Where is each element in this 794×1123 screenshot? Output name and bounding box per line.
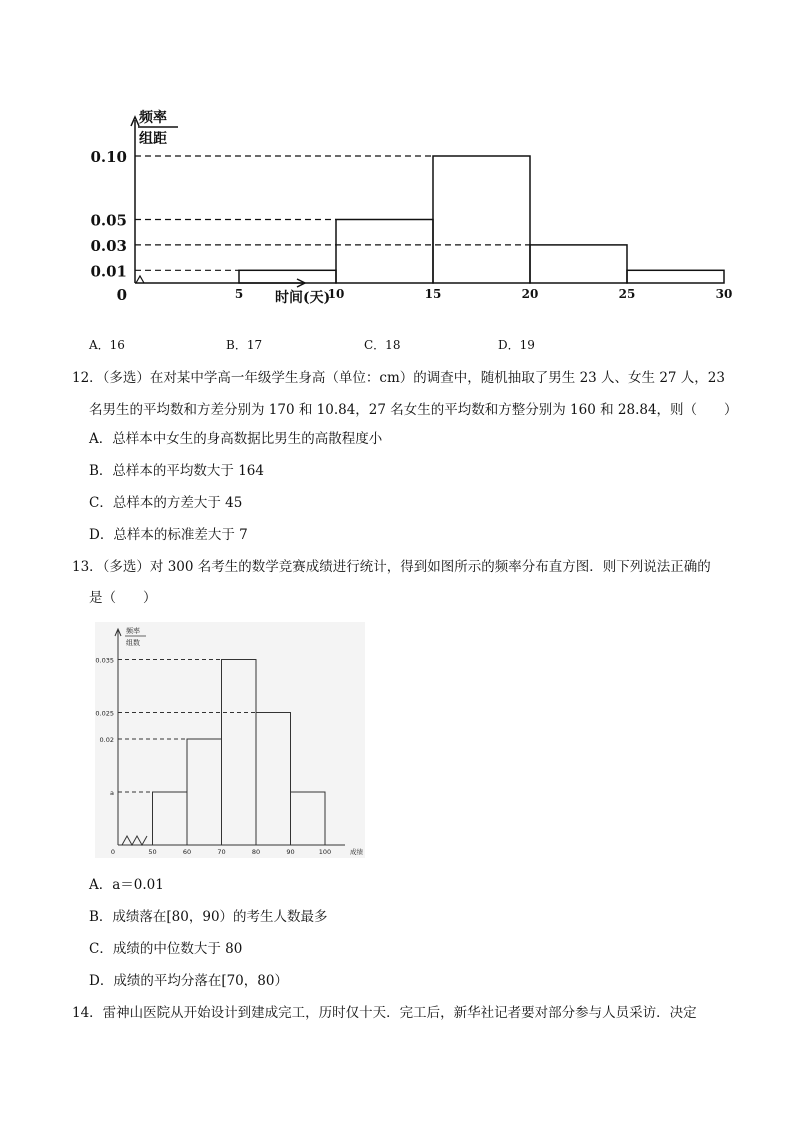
q13-stem-line1: 13．（多选）对 300 名考生的数学竞赛成绩进行统计，得到如图所示的频率分布直方图．则下列说法正确的 (72, 559, 711, 575)
y-tick-label: 0.03 (90, 236, 127, 255)
q13-option-b[interactable]: B．成绩落在[80，90）的考生人数最多 (89, 909, 328, 925)
x-tick-label: 100 (318, 848, 332, 856)
x-tick-label: 20 (521, 287, 539, 301)
q11-option-b[interactable]: B．17 (226, 338, 263, 352)
q12-option-d[interactable]: D．总样本的标准差大于 7 (89, 527, 248, 543)
origin-label: 0 (116, 286, 127, 304)
x-tick-label: 50 (148, 848, 157, 856)
x-axis-label: 成绩 (350, 848, 363, 856)
q12-stem-line1: 12．（多选）在对某中学高一年级学生身高（单位：cm）的调查中，随机抽取了男生 23 人、女生 27 人，23 (72, 370, 725, 386)
y-tick-label: 0.02 (99, 736, 114, 744)
x-tick-label: 5 (234, 287, 244, 301)
q11-option-c[interactable]: C．18 (364, 338, 401, 352)
x-tick-label: 90 (286, 848, 295, 856)
q12-option-b[interactable]: B．总样本的平均数大于 164 (89, 463, 264, 479)
x-axis-label: 时间(天) (275, 290, 331, 306)
x-tick-label: 60 (182, 848, 192, 856)
origin-label: 0 (110, 848, 116, 856)
x-tick-label: 25 (618, 287, 636, 301)
y-tick-label: a (110, 789, 114, 797)
q12-option-c[interactable]: C．总样本的方差大于 45 (89, 495, 243, 511)
x-tick-label: 15 (424, 287, 442, 301)
q14-stem-line1: 14．雷神山医院从开始设计到建成完工，历时仅十天．完工后，新华社记者要对部分参与人员采访．决定 (72, 1005, 697, 1021)
y-tick-label: 0.10 (90, 148, 127, 166)
y-tick-label: 0.035 (95, 656, 114, 665)
q11-option-d[interactable]: D．19 (498, 338, 535, 352)
y-tick-label: 0.05 (90, 211, 127, 230)
q12-stem-line2: 名男生的平均数和方差分别为 170 和 10.84，27 名女生的平均数和方整分别为 160 和 28.84，则（ ） (89, 402, 738, 418)
x-tick-label: 80 (251, 848, 261, 856)
q13-stem-line2: 是（ ） (89, 590, 157, 606)
y-tick-label: 0.01 (90, 262, 127, 281)
y-label-top: 频率 (139, 110, 167, 126)
q11-option-a[interactable]: A．16 (89, 338, 125, 352)
y-label-bottom: 组数 (126, 639, 140, 647)
y-label-top: 频率 (126, 627, 140, 635)
y-label-bottom: 组距 (139, 131, 167, 147)
q12-option-a[interactable]: A．总样本中女生的身高数据比男生的高散程度小 (89, 431, 383, 447)
x-tick-label: 30 (715, 287, 733, 301)
y-tick-label: 0.025 (95, 709, 114, 718)
q13-option-d[interactable]: D．成绩的平均分落在[70，80） (89, 973, 288, 989)
q13-option-a[interactable]: A．a＝0.01 (89, 877, 164, 893)
x-tick-label: 70 (217, 848, 226, 856)
x-tick-label: 10 (327, 287, 345, 301)
q13-option-c[interactable]: C．成绩的中位数大于 80 (89, 941, 243, 957)
